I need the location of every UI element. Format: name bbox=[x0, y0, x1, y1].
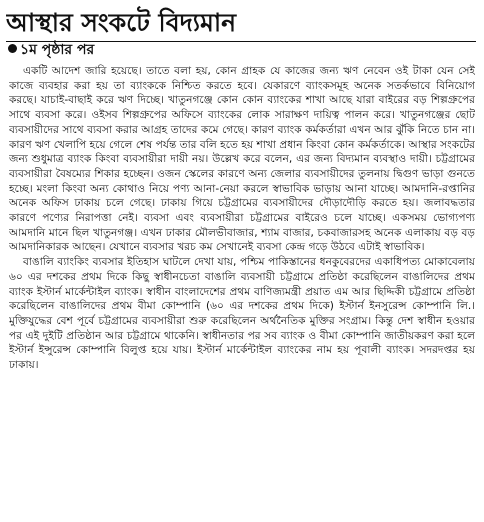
article-paragraph: বাঙালি ব্যাংকিং ব্যবসার ইতিহাস ঘাটলে দেখা যায়, পশ্চিম পাকিস্তানের ধনকুবেরদের একাধিপত্য মোকাবেলায় ৬০ এর দশকের প্রথম দিকে কিছু স্বাধীনচেতা বাঙালি ব্যবসায়ী চট্টগ্রামে প্রতিষ্ঠা করেছিলেন বাঙালিদের প্রথম ব্যাংক ইস্টার্ন মার্কেন্টাইল ব্যাংক। স্বাধীন বাংলাদেশের প্রথম বাণিজ্যমন্ত্রী প্রয়াত এম আর ছিদ্দিকী চট্টগ্রামে প্রতিষ্ঠা করেছিলেন বাঙালিদের প্রথম বীমা কোম্পানি (৬০ এর দশকের প্রথম দিকে) ইস্টার্ন ইনসুরেন্স কোম্পানি লি.। মুক্তিযুদ্ধের বেশ পূর্বে চট্টগ্রামের ব্যবসায়ীরা শুরু করেছিলেন অর্থনৈতিক মুক্তির সংগ্রাম। কিন্তু দেশ স্বাধীন হওয়ার পর এই দুইটি প্রতিষ্ঠান আর চট্টগ্রামে থাকেনি। স্বাধীনতার পর সব ব্যাংক ও বীমা কোম্পানি জাতীয়করণ করা হলে ইস্টার্ন ইন্সুরেন্স কোম্পানি বিলুপ্ত হয়ে যায়। ইস্টার্ন মার্কেন্টাইল ব্যাংকের নাম হয় পূবালী ব্যাংক। সদরদপ্তর হয় ঢাকায়। bbox=[9, 256, 475, 372]
continuation-text: ১ম পৃষ্ঠার পর bbox=[20, 42, 95, 58]
article-paragraph: একটি আদেশ জারি হয়েছে। তাতে বলা হয়, কোন গ্রাহক যে কাজের জন্য ঋণ নেবেন ওই টাকা যেন সেই কাজে ব্যবহার করা হয় তা ব্যাংককে নিশ্চিত করতে হবে। যেকারণে ব্যাংকসমূহ অনেক সতর্কভাবে বিনিয়োগ করছে। যাচাই-বাছাই করে ঋণ দিচ্ছে। খাতুনগঞ্জে কোন কোন ব্যাংকের শাখা আছে যারা বাইরের বড় শিল্পগ্রুপের সাথে ব্যবসা করে। ওইসব শিল্পগ্রুপের অফিসে ব্যাংকের লোক সারাক্ষণ দায়িত্ব পালন করে। খাতুনগঞ্জের ছোট ব্যবসায়ীদের সাথে ব্যবসা করার আগ্রহ তাদের কমে গেছে। কারণ ব্যাংক কর্মকর্তারা এখন আর ঝুঁকি নিতে চান না। কারণ ঋণ খেলাপি হয়ে গেলে শেষ পর্যন্ত তার বলি হতে হয় শাখা প্রধান কিংবা কোন কর্মকর্তাকে। আস্থার সংকটের জন্য শুধুমাত্র ব্যাংক কিংবা ব্যবসায়ীরা দায়ী নয়। উল্লেখ করে বলেন, এর জন্য বিদ্যমান ব্যবস্থাও দায়ী। চট্টগ্রামের ব্যবসায়ীরা বৈষম্যের শিকার হচ্ছেন। ওজন স্কেলের কারণে অন্য জেলার ব্যবসায়ীদের তুলনায় দ্বিগুণ ভাড়া গুনতে হচ্ছে। মংলা কিংবা অন্য কোথাও নিয়ে পণ্য আনা-নেয়া করলে স্বাভাবিক ভাড়ায় আনা যাচ্ছে। আমদানি-রপ্তানির অনেক অফিস ঢাকায় চলে গেছে। ঢাকায় গিয়ে চট্টগ্রামের ব্যবসায়ীদের দৌড়াদৌড়ি করতে হয়। জলাবদ্ধতার কারণে পণ্যের নিরাপত্তা নেই। ব্যবসা এবং ব্যবসায়ীরা চট্টগ্রামের বাইরেও চলে যাচ্ছে। একসময় ভোগ্যপণ্য আমদানি মানে ছিল খাতুনগঞ্জ। এখন ঢাকার মৌলভীবাজার, শ্যাম বাজার, চকবাজারসহ অনেক এলাকায় বড় বড় আমদানিকারক আছেন। যেখানে ব্যবসার খরচ কম সেখানেই ব্যবসা কেন্দ্র গড়ে উঠবে এটাই স্বাভাবিক। bbox=[9, 65, 475, 254]
bullet-icon bbox=[8, 44, 17, 53]
headline: আস্থার সংকটে বিদ্যমান bbox=[6, 8, 237, 37]
article-body bbox=[9, 64, 475, 516]
continuation-label bbox=[8, 40, 94, 60]
